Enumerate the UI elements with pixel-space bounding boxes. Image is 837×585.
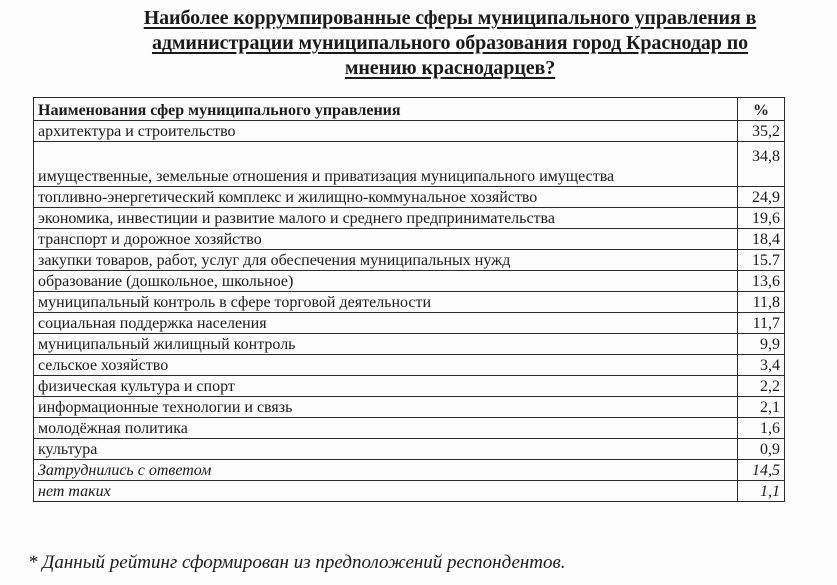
table-row [34,121,785,142]
row-percent: 24,9 [738,187,785,208]
row-name: культура [34,439,738,460]
document-title [60,6,837,81]
column-header-name: Наименования сфер муниципального управления [34,98,738,121]
row-name: транспорт и дорожное хозяйство [34,229,738,250]
table-header-row [34,98,785,121]
row-name: закупки товаров, работ, услуг для обеспечения муниципальных нужд [34,250,738,271]
table-row [34,208,785,229]
table-row [34,376,785,397]
table-row [34,460,785,481]
row-percent: 11,8 [738,292,785,313]
row-percent: 0,9 [738,439,785,460]
title-line-1: Наиболее коррумпированные сферы муниципального управления в [143,7,757,29]
survey-table [33,97,785,502]
row-name: Затруднились с ответом [34,460,738,481]
row-name: сельское хозяйство [34,355,738,376]
row-name: имущественные, земельные отношения и приватизация муниципального имущества [34,142,738,187]
row-name: молодёжная политика [34,418,738,439]
row-name: архитектура и строительство [34,121,738,142]
row-percent: 13,6 [738,271,785,292]
row-percent: 11,7 [738,313,785,334]
row-percent: 2,2 [738,376,785,397]
row-name: информационные технологии и связь [34,397,738,418]
table-row [34,229,785,250]
row-percent: 3,4 [738,355,785,376]
row-percent: 14,5 [738,460,785,481]
row-name: нет таких [34,481,738,502]
row-name: муниципальный жилищный контроль [34,334,738,355]
title-line-3: мнению краснодарцев? [344,57,556,79]
table-row [34,481,785,502]
table-row [34,439,785,460]
row-percent: 19,6 [738,208,785,229]
row-percent: 34,8 [738,142,785,187]
row-name: социальная поддержка населения [34,313,738,334]
table-row [34,250,785,271]
table-row [34,142,785,187]
row-percent: 35,2 [738,121,785,142]
row-percent: 18,4 [738,229,785,250]
row-percent: 15.7 [738,250,785,271]
row-percent: 1,6 [738,418,785,439]
table-row [34,355,785,376]
row-name: экономика, инвестиции и развитие малого и среднего предпринимательства [34,208,738,229]
table-row [34,418,785,439]
table-row [34,313,785,334]
footnote: * Данный рейтинг сформирован из предположений респондентов. [28,552,566,573]
table-row [34,271,785,292]
row-percent: 9,9 [738,334,785,355]
table-row [34,397,785,418]
table-row [34,187,785,208]
table-row [34,292,785,313]
row-name: топливно-энергетический комплекс и жилищно-коммунальное хозяйство [34,187,738,208]
row-name: образование (дошкольное, школьное) [34,271,738,292]
survey-table-container [33,97,784,502]
title-line-2: администрации муниципального образования город Краснодар по [151,32,749,54]
column-header-percent: % [738,98,785,121]
table-row [34,334,785,355]
row-name: муниципальный контроль в сфере торговой деятельности [34,292,738,313]
row-name: физическая культура и спорт [34,376,738,397]
row-percent: 2,1 [738,397,785,418]
row-percent: 1,1 [738,481,785,502]
